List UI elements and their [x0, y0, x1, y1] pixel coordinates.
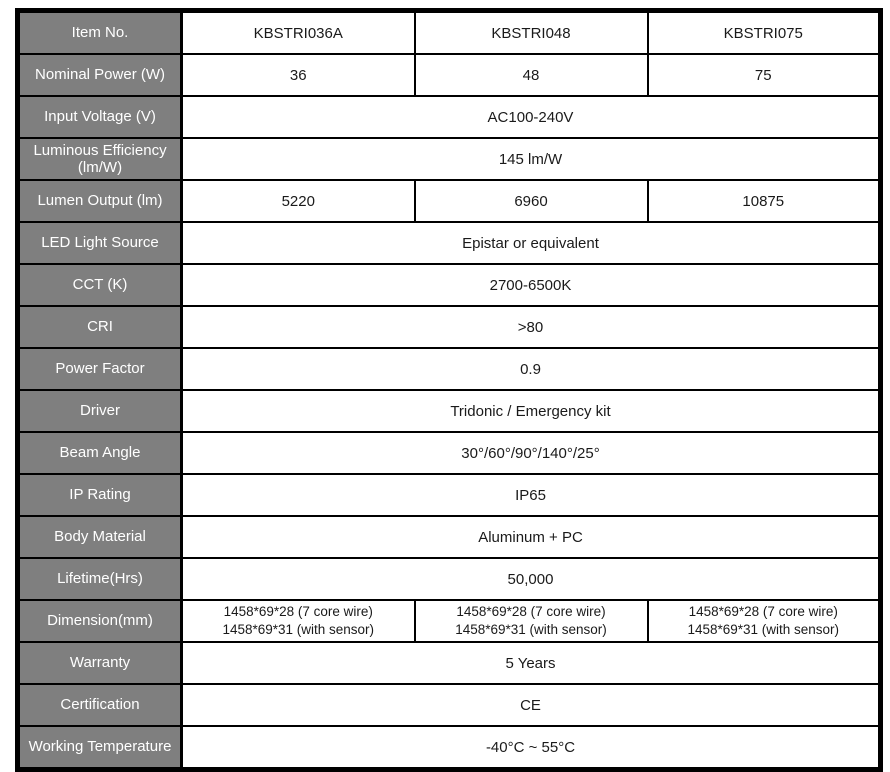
- row-label-power-factor: Power Factor: [18, 348, 182, 390]
- body-material-value: Aluminum + PC: [182, 516, 881, 558]
- row-label-certification: Certification: [18, 684, 182, 726]
- power-factor-value: 0.9: [182, 348, 881, 390]
- lumen-output-value-1: 5220: [182, 180, 415, 222]
- working-temperature-value: -40°C ~ 55°C: [182, 726, 881, 770]
- ip-rating-value: IP65: [182, 474, 881, 516]
- dimension-value-2: [415, 600, 648, 642]
- dimension-line-1: 1458*69*28 (7 core wire): [456, 604, 606, 620]
- beam-angle-value: 30°/60°/90°/140°/25°: [182, 432, 881, 474]
- spec-row-lumen-output: [18, 180, 881, 222]
- spec-row-driver: [18, 390, 881, 432]
- lifetime-value: 50,000: [182, 558, 881, 600]
- spec-row-power-factor: [18, 348, 881, 390]
- spec-row-dimension: [18, 600, 881, 642]
- nominal-power-value-2: 48: [415, 54, 648, 96]
- row-label-nominal-power: Nominal Power (W): [18, 54, 182, 96]
- dimension-line-2: 1458*69*31 (with sensor): [222, 622, 375, 637]
- dimension-line-2: 1458*69*31 (with sensor): [455, 622, 607, 637]
- spec-row-item-no: [18, 11, 881, 55]
- certification-value: CE: [182, 684, 881, 726]
- spec-row-ip-rating: [18, 474, 881, 516]
- dimension-value-1: [182, 600, 415, 642]
- spec-row-led-light-source: [18, 222, 881, 264]
- specification-table: [15, 8, 883, 772]
- item-no-value-1: KBSTRI036A: [182, 11, 415, 55]
- row-label-luminous-efficiency: Luminous Efficiency (lm/W): [18, 138, 182, 180]
- item-no-value-3: KBSTRI075: [648, 11, 881, 55]
- spec-row-cri: [18, 306, 881, 348]
- row-label-warranty: Warranty: [18, 642, 182, 684]
- spec-row-cct: [18, 264, 881, 306]
- driver-value: Tridonic / Emergency kit: [182, 390, 881, 432]
- row-label-beam-angle: Beam Angle: [18, 432, 182, 474]
- cct-value: 2700-6500K: [182, 264, 881, 306]
- spec-sheet: [15, 8, 883, 772]
- dimension-line-1: 1458*69*28 (7 core wire): [688, 604, 838, 620]
- spec-row-certification: [18, 684, 881, 726]
- row-label-input-voltage: Input Voltage (V): [18, 96, 182, 138]
- lumen-output-value-3: 10875: [648, 180, 881, 222]
- dimension-line-2: 1458*69*31 (with sensor): [687, 622, 840, 637]
- spec-row-luminous-efficiency: [18, 138, 881, 180]
- nominal-power-value-1: 36: [182, 54, 415, 96]
- row-label-working-temperature: Working Temperature: [18, 726, 182, 770]
- spec-row-nominal-power: [18, 54, 881, 96]
- spec-row-body-material: [18, 516, 881, 558]
- input-voltage-value: AC100-240V: [182, 96, 881, 138]
- row-label-lifetime: Lifetime(Hrs): [18, 558, 182, 600]
- row-label-cri: CRI: [18, 306, 182, 348]
- row-label-driver: Driver: [18, 390, 182, 432]
- dimension-value-3: [648, 600, 881, 642]
- spec-row-warranty: [18, 642, 881, 684]
- row-label-dimension: Dimension(mm): [18, 600, 182, 642]
- row-label-lumen-output: Lumen Output (lm): [18, 180, 182, 222]
- lumen-output-value-2: 6960: [415, 180, 648, 222]
- row-label-led-light-source: LED Light Source: [18, 222, 182, 264]
- spec-row-input-voltage: [18, 96, 881, 138]
- spec-row-working-temperature: [18, 726, 881, 770]
- spec-row-beam-angle: [18, 432, 881, 474]
- row-label-body-material: Body Material: [18, 516, 182, 558]
- row-label-item-no: Item No.: [18, 11, 182, 55]
- cri-value: >80: [182, 306, 881, 348]
- spec-row-lifetime: [18, 558, 881, 600]
- row-label-ip-rating: IP Rating: [18, 474, 182, 516]
- item-no-value-2: KBSTRI048: [415, 11, 648, 55]
- warranty-value: 5 Years: [182, 642, 881, 684]
- luminous-efficiency-value: 145 lm/W: [182, 138, 881, 180]
- dimension-line-1: 1458*69*28 (7 core wire): [223, 604, 373, 620]
- nominal-power-value-3: 75: [648, 54, 881, 96]
- led-light-source-value: Epistar or equivalent: [182, 222, 881, 264]
- row-label-cct: CCT (K): [18, 264, 182, 306]
